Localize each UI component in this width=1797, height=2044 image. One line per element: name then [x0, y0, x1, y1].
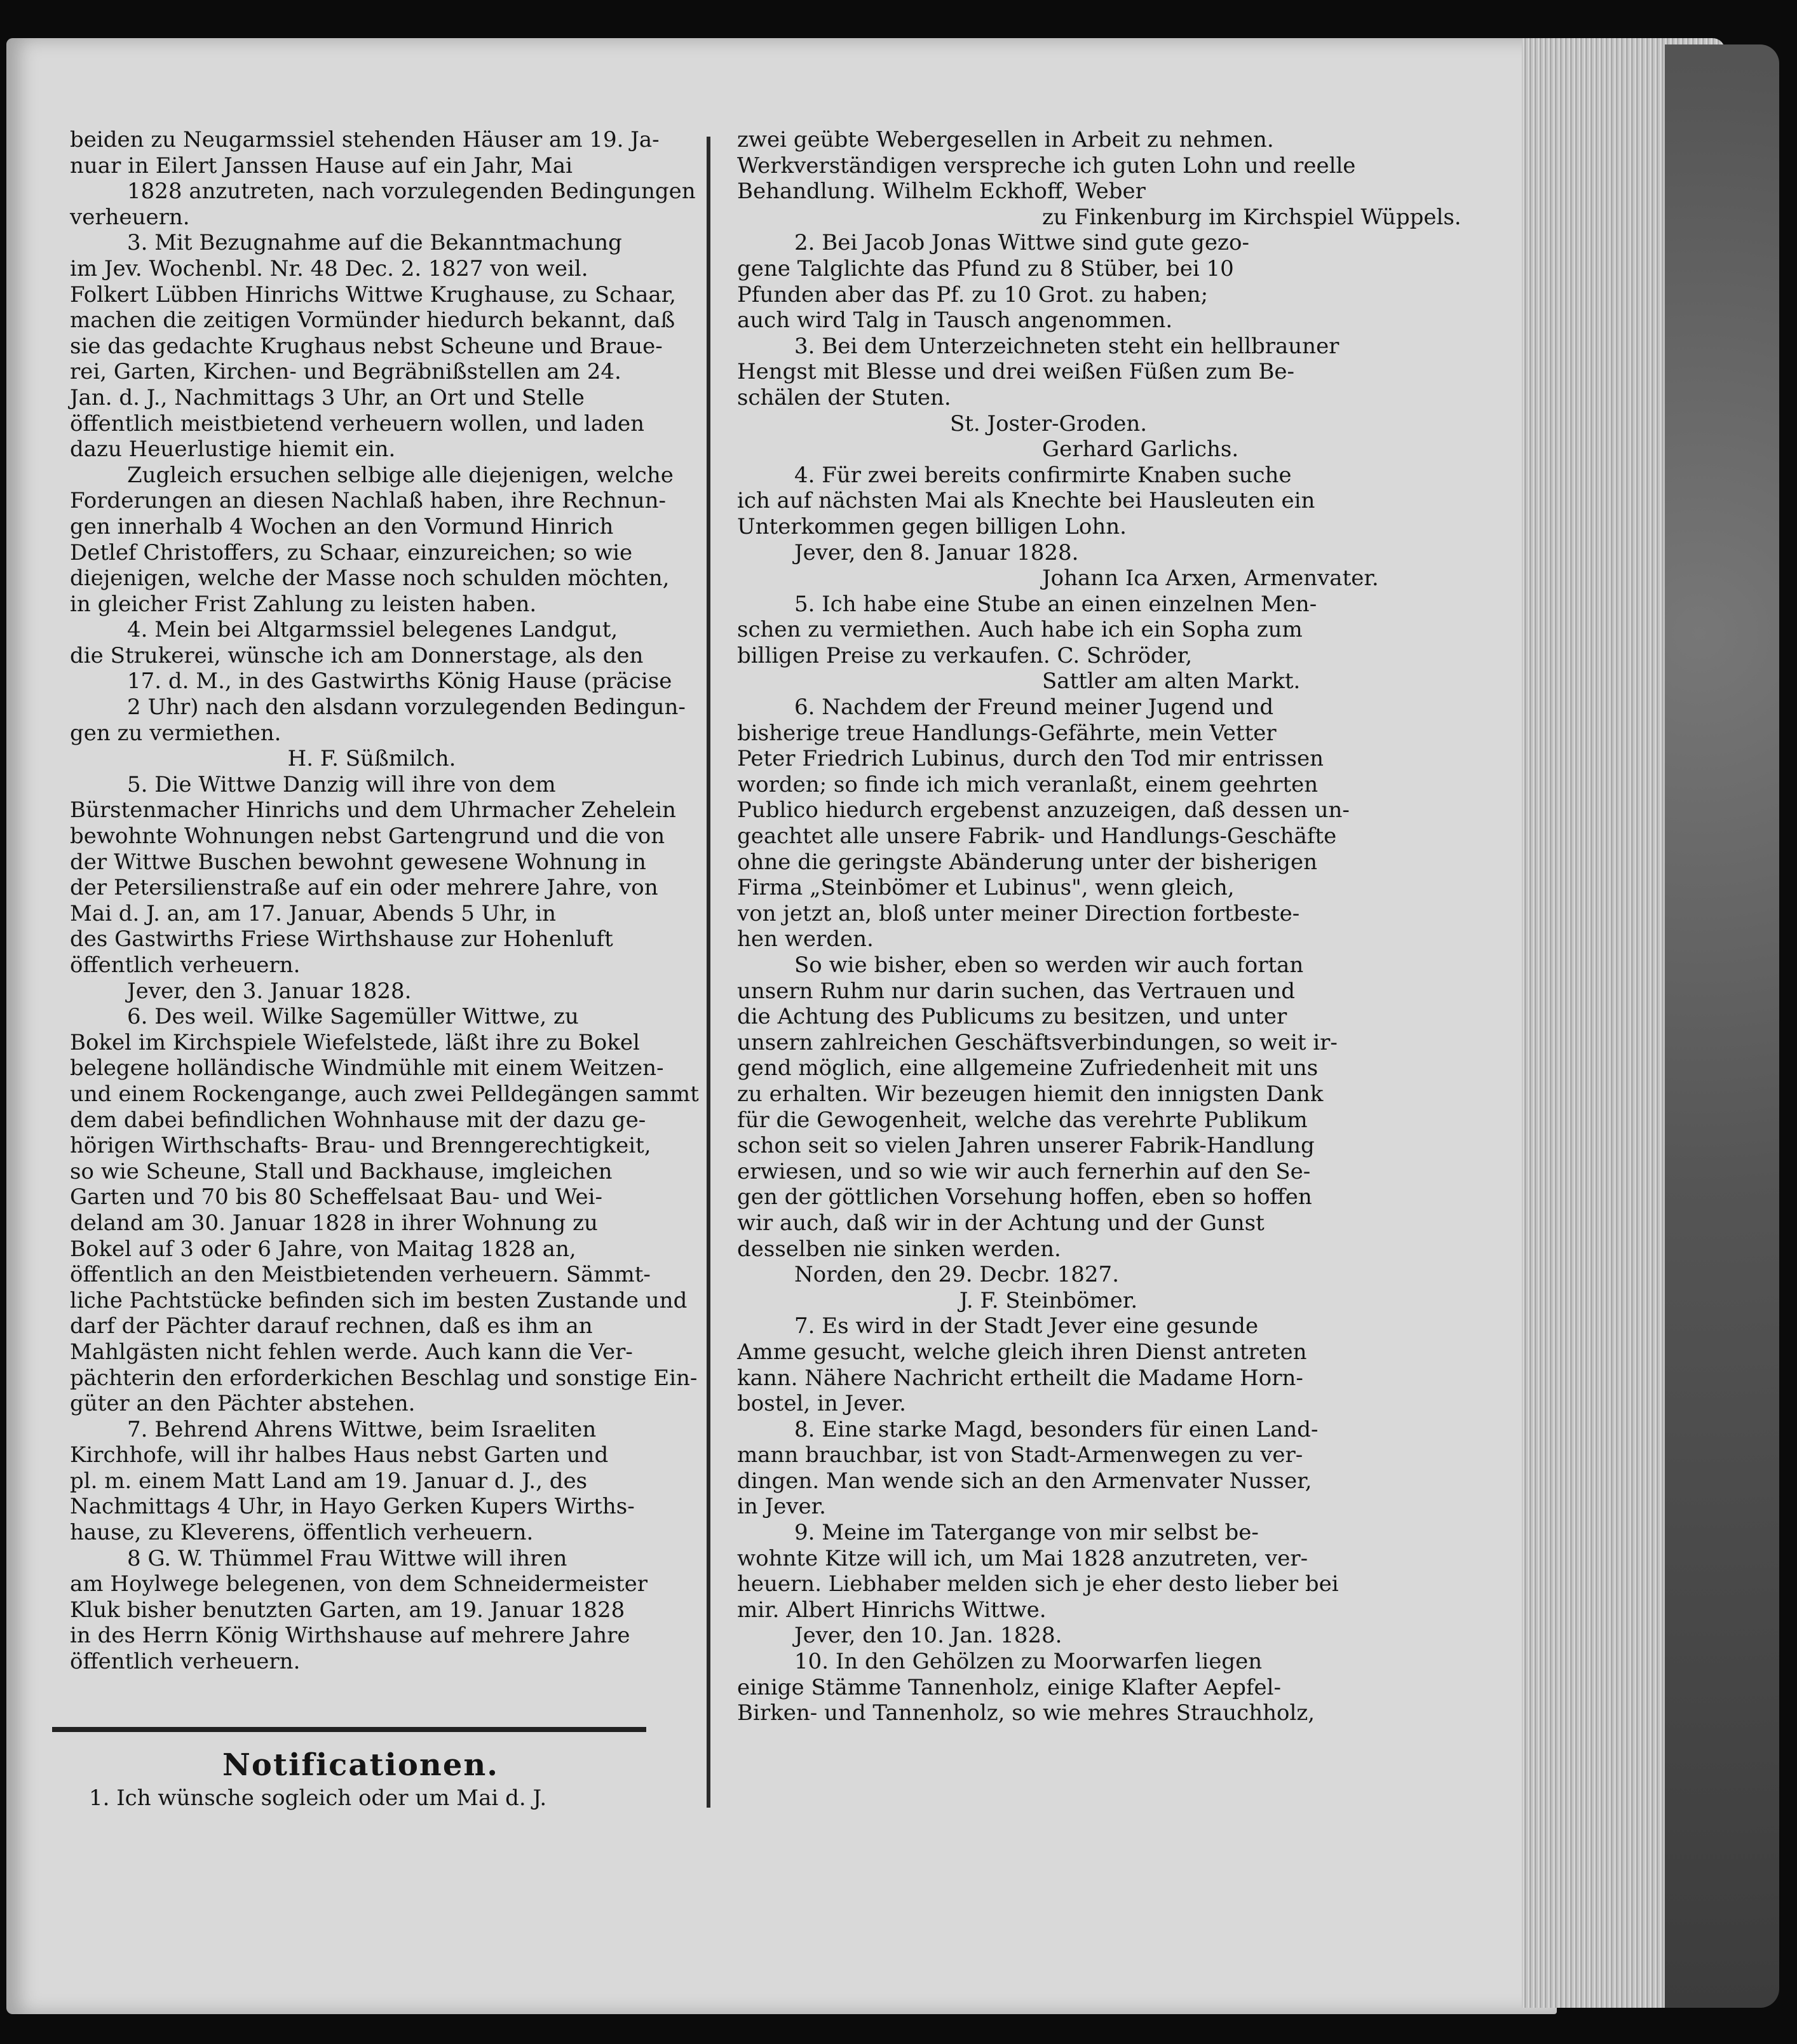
- text-line: belegene holländische Windmühle mit einem Weitzen-: [70, 1055, 664, 1081]
- text-line: hörigen Wirthschafts- Brau- und Brenngerechtigkeit,: [70, 1133, 651, 1159]
- text-line: billigen Preise zu verkaufen. C. Schröder,: [737, 642, 1193, 668]
- text-line: Bokel im Kirchspiele Wiefelstede, läßt ihre zu Bokel: [70, 1029, 640, 1055]
- book-cover: [1665, 44, 1779, 2008]
- text-line: beiden zu Neugarmssiel stehenden Häuser am 19. Ja-: [70, 127, 660, 152]
- text-line: Jever, den 3. Januar 1828.: [127, 978, 412, 1004]
- text-line: Mai d. J. an, am 17. Januar, Abends 5 Uhr, in: [70, 900, 557, 926]
- text-line: heuern. Liebhaber melden sich je eher desto lieber bei: [737, 1571, 1339, 1597]
- text-line: die Achtung des Publicums zu besitzen, und unter: [737, 1004, 1287, 1030]
- text-line: zu Finkenburg im Kirchspiel Wüppels.: [1042, 204, 1461, 230]
- text-line: 1828 anzutreten, nach vorzulegenden Bedingungen: [127, 179, 696, 205]
- text-line: Jever, den 8. Januar 1828.: [794, 539, 1079, 565]
- text-line: dem dabei befindlichen Wohnhause mit der dazu ge-: [70, 1107, 646, 1133]
- text-line: wir auch, daß wir in der Achtung und der Gunst: [737, 1210, 1265, 1236]
- text-line: Kirchhofe, will ihr halbes Haus nebst Garten und: [70, 1442, 609, 1468]
- text-line: kann. Nähere Nachricht ertheilt die Madame Horn-: [737, 1365, 1303, 1391]
- text-line: Johann Ica Arxen, Armenvater.: [1042, 565, 1379, 592]
- text-line: bewohnte Wohnungen nebst Gartengrund und die von: [70, 823, 665, 849]
- text-line: Jever, den 10. Jan. 1828.: [794, 1623, 1062, 1649]
- text-line: So wie bisher, eben so werden wir auch fortan: [794, 952, 1304, 978]
- text-line: unsern Ruhm nur darin suchen, das Vertrauen und: [737, 978, 1295, 1004]
- text-line: gen innerhalb 4 Wochen an den Vormund Hinrich: [70, 513, 614, 539]
- text-line: in des Herrn König Wirthshause auf mehrere Jahre: [70, 1623, 630, 1649]
- text-line: Werkverständigen verspreche ich guten Lohn und reelle: [737, 152, 1356, 179]
- text-line: 8. Eine starke Magd, besonders für einen Land-: [794, 1416, 1319, 1442]
- text-line: zwei geübte Webergesellen in Arbeit zu nehmen.: [737, 127, 1274, 152]
- text-line: 4. Für zwei bereits confirmirte Knaben suche: [794, 462, 1292, 488]
- text-line: öffentlich verheuern.: [70, 952, 301, 978]
- text-line: liche Pachtstücke befinden sich im besten Zustande und: [70, 1287, 688, 1313]
- notification-1-start: 1. Ich wünsche sogleich oder um Mai d. J.: [89, 1785, 547, 1811]
- text-line: der Wittwe Buschen bewohnt gewesene Wohnung in: [70, 849, 646, 875]
- text-line: 9. Meine im Tatergange von mir selbst be-: [794, 1520, 1259, 1546]
- text-line: die Strukerei, wünsche ich am Donnerstage, als den: [70, 642, 644, 668]
- text-line: Firma „Steinbömer et Lubinus", wenn gleich,: [737, 875, 1235, 901]
- text-line: machen die zeitigen Vormünder hiedurch bekannt, daß: [70, 308, 675, 334]
- text-line: mir. Albert Hinrichs Wittwe.: [737, 1597, 1047, 1623]
- section-divider: [52, 1727, 646, 1732]
- text-line: Birken- und Tannenholz, so wie mehres Strauchholz,: [737, 1700, 1315, 1726]
- text-line: Kluk bisher benutzten Garten, am 19. Januar 1828: [70, 1597, 625, 1623]
- text-line: 17. d. M., in des Gastwirths König Hause (präcise: [127, 668, 672, 694]
- text-line: des Gastwirths Friese Wirthshause zur Hohenluft: [70, 926, 613, 952]
- text-line: 10. In den Gehölzen zu Moorwarfen liegen: [794, 1649, 1263, 1675]
- right-column: [737, 127, 1461, 1726]
- text-line: Folkert Lübben Hinrichs Wittwe Krughause, zu Schaar,: [70, 281, 676, 308]
- text-line: 7. Es wird in der Stadt Jever eine gesunde: [794, 1313, 1259, 1339]
- text-line: am Hoylwege belegenen, von dem Schneidermeister: [70, 1571, 648, 1597]
- text-line: Behandlung. Wilhelm Eckhoff, Weber: [737, 179, 1146, 205]
- text-line: Gerhard Garlichs.: [1042, 437, 1239, 463]
- text-line: Unterkommen gegen billigen Lohn.: [737, 513, 1127, 539]
- text-line: bostel, in Jever.: [737, 1391, 906, 1417]
- text-line: gend möglich, eine allgemeine Zufriedenheit mit uns: [737, 1055, 1319, 1081]
- text-line: deland am 30. Januar 1828 in ihrer Wohnung zu: [70, 1210, 598, 1236]
- text-line: wohnte Kitze will ich, um Mai 1828 anzutreten, ver-: [737, 1545, 1308, 1571]
- text-line: 6. Des weil. Wilke Sagemüller Wittwe, zu: [127, 1004, 579, 1030]
- text-line: Hengst mit Blesse und drei weißen Füßen zum Be-: [737, 359, 1295, 385]
- text-line: unsern zahlreichen Geschäftsverbindungen, so weit ir-: [737, 1029, 1338, 1055]
- text-line: Garten und 70 bis 80 Scheffelsaat Bau- und Wei-: [70, 1184, 603, 1210]
- text-line: von jetzt an, bloß unter meiner Direction fortbeste-: [737, 900, 1300, 926]
- text-line: 4. Mein bei Altgarmssiel belegenes Landgut,: [127, 617, 618, 643]
- text-line: gene Talglichte das Pfund zu 8 Stüber, bei 10: [737, 255, 1234, 281]
- text-line: erwiesen, und so wie wir auch fernerhin auf den Se-: [737, 1158, 1311, 1184]
- text-line: Bürstenmacher Hinrichs und dem Uhrmacher Zehelein: [70, 797, 676, 823]
- text-line: Detlef Christoffers, zu Schaar, einzureichen; so wie: [70, 539, 633, 565]
- text-line: für die Gewogenheit, welche das verehrte Publikum: [737, 1107, 1308, 1133]
- text-line: hen werden.: [737, 926, 874, 952]
- text-line: 3. Mit Bezugnahme auf die Bekanntmachung: [127, 230, 622, 256]
- text-line: 7. Behrend Ahrens Wittwe, beim Israeliten: [127, 1416, 597, 1442]
- text-line: Pfunden aber das Pf. zu 10 Grot. zu haben;: [737, 281, 1209, 308]
- text-line: in Jever.: [737, 1494, 826, 1520]
- text-line: Peter Friedrich Lubinus, durch den Tod mir entrissen: [737, 746, 1324, 772]
- text-line: güter an den Pächter abstehen.: [70, 1391, 416, 1417]
- text-line: nuar in Eilert Janssen Hause auf ein Jahr, Mai: [70, 152, 573, 179]
- text-line: öffentlich an den Meistbietenden verheuern. Sämmt-: [70, 1262, 651, 1288]
- text-line: zu erhalten. Wir bezeugen hiemit den innigsten Dank: [737, 1081, 1324, 1107]
- text-line: ich auf nächsten Mai als Knechte bei Hausleuten ein: [737, 488, 1315, 514]
- text-line: 3. Bei dem Unterzeichneten steht ein hellbrauner: [794, 333, 1339, 359]
- text-line: Bokel auf 3 oder 6 Jahre, von Maitag 1828 an,: [70, 1236, 576, 1262]
- text-line: schälen der Stuten.: [737, 384, 951, 410]
- text-line: pächterin den erforderkichen Beschlag und sonstige Ein-: [70, 1365, 698, 1391]
- text-line: 2. Bei Jacob Jonas Wittwe sind gute gezo-: [794, 230, 1249, 256]
- text-line: sie das gedachte Krughaus nebst Scheune und Braue-: [70, 333, 663, 359]
- text-line: einige Stämme Tannenholz, einige Klafter Aepfel-: [737, 1674, 1281, 1700]
- text-line: Publico hiedurch ergebenst anzuzeigen, daß dessen un-: [737, 797, 1350, 823]
- text-line: Nachmittags 4 Uhr, in Hayo Gerken Kupers Wirths-: [70, 1494, 635, 1520]
- text-line: dazu Heuerlustige hiemit ein.: [70, 437, 396, 463]
- text-line: 6. Nachdem der Freund meiner Jugend und: [794, 694, 1274, 721]
- text-line: ohne die geringste Abänderung unter der bisherigen: [737, 849, 1318, 875]
- text-line: hause, zu Kleverens, öffentlich verheuern.: [70, 1520, 534, 1546]
- text-line: rei, Garten, Kirchen- und Begräbnißstellen am 24.: [70, 359, 621, 385]
- text-line: auch wird Talg in Tausch angenommen.: [737, 308, 1173, 334]
- text-line: so wie Scheune, Stall und Backhause, imgleichen: [70, 1158, 613, 1184]
- text-line: 2 Uhr) nach den alsdann vorzulegenden Bedingun-: [127, 694, 686, 721]
- text-line: Norden, den 29. Decbr. 1827.: [794, 1262, 1119, 1288]
- text-line: gen der göttlichen Vorsehung hoffen, eben so hoffen: [737, 1184, 1312, 1210]
- text-line: 5. Ich habe eine Stube an einen einzelnen Men-: [794, 591, 1317, 617]
- text-line: desselben nie sinken werden.: [737, 1236, 1061, 1262]
- text-line: verheuern.: [70, 204, 190, 230]
- text-line: St. Joster-Groden.: [949, 410, 1148, 437]
- text-line: gen zu vermiethen.: [70, 720, 281, 746]
- text-line: der Petersilienstraße auf ein oder mehrere Jahre, von: [70, 875, 658, 901]
- text-line: dingen. Man wende sich an den Armenvater Nusser,: [737, 1468, 1312, 1494]
- text-line: 8 G. W. Thümmel Frau Wittwe will ihren: [127, 1545, 567, 1571]
- left-column: [70, 127, 699, 1675]
- text-line: J. F. Steinbömer.: [959, 1287, 1138, 1313]
- text-line: in gleicher Frist Zahlung zu leisten haben.: [70, 591, 537, 617]
- text-line: öffentlich verheuern.: [70, 1649, 301, 1675]
- text-line: H. F. Süßmilch.: [287, 746, 456, 772]
- text-line: diejenigen, welche der Masse noch schulden möchten,: [70, 565, 670, 592]
- text-line: bisherige treue Handlungs-Gefährte, mein Vetter: [737, 720, 1277, 746]
- text-line: Sattler am alten Markt.: [1042, 668, 1301, 694]
- text-line: Forderungen an diesen Nachlaß haben, ihre Rechnun-: [70, 488, 666, 514]
- text-line: 5. Die Wittwe Danzig will ihre von dem: [127, 771, 556, 797]
- text-line: öffentlich meistbietend verheuern wollen, und laden: [70, 410, 644, 437]
- text-line: mann brauchbar, ist von Stadt-Armenwegen zu ver-: [737, 1442, 1303, 1468]
- text-line: pl. m. einem Matt Land am 19. Januar d. J., des: [70, 1468, 588, 1494]
- text-line: schon seit so vielen Jahren unserer Fabrik-Handlung: [737, 1133, 1315, 1159]
- text-line: im Jev. Wochenbl. Nr. 48 Dec. 2. 1827 von weil.: [70, 255, 588, 281]
- column-divider: [707, 137, 710, 1808]
- text-line: geachtet alle unsere Fabrik- und Handlungs-Geschäfte: [737, 823, 1337, 849]
- text-line: Mahlgästen nicht fehlen werde. Auch kann die Ver-: [70, 1339, 633, 1365]
- text-line: Amme gesucht, welche gleich ihren Dienst antreten: [737, 1339, 1307, 1365]
- text-line: Jan. d. J., Nachmittags 3 Uhr, an Ort und Stelle: [70, 384, 585, 410]
- text-line: Zugleich ersuchen selbige alle diejenigen, welche: [127, 462, 674, 488]
- text-line: schen zu vermiethen. Auch habe ich ein Sopha zum: [737, 617, 1303, 643]
- text-line: und einem Rockengange, auch zwei Pelldegängen sammt: [70, 1081, 699, 1107]
- text-line: darf der Pächter darauf rechnen, daß es ihm an: [70, 1313, 593, 1339]
- section-heading: Notificationen.: [222, 1747, 499, 1783]
- text-line: worden; so finde ich mich veranlaßt, einem geehrten: [737, 771, 1319, 797]
